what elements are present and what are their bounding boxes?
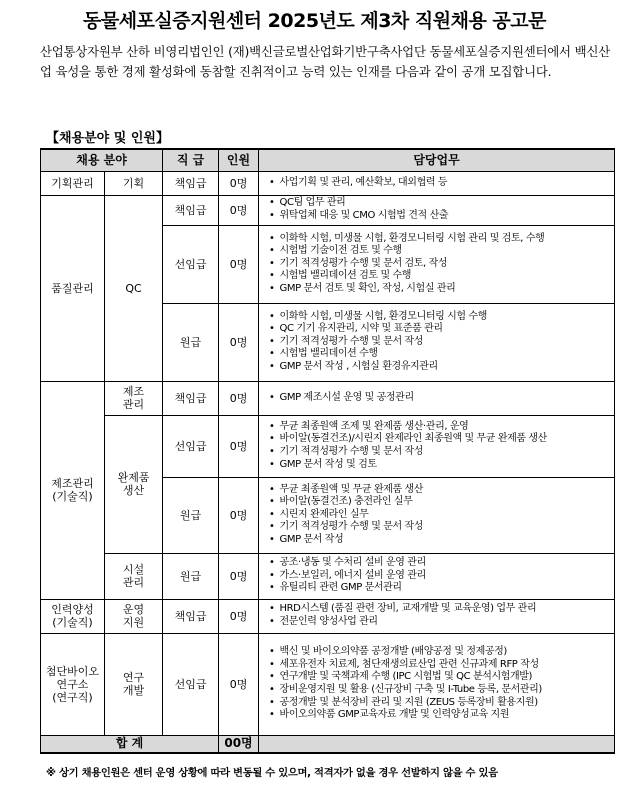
count-cell: 0명 — [219, 381, 259, 415]
table-row — [41, 171, 615, 195]
table-row — [41, 195, 615, 225]
header-grade: 직 급 — [163, 149, 219, 171]
duty-item: • 장비운영지원 및 활용 (신규장비 구축 및 I-Tube 등록, 문서관리) — [269, 684, 610, 697]
count-cell: 0명 — [219, 553, 259, 599]
duty-cell — [259, 553, 615, 599]
duty-item: • 연구개발 및 국책과제 수행 (IPC 시험법 및 QC 분석시험개발) — [269, 671, 610, 684]
duty-item: • GMP 제조시설 운영 및 공정관리 — [269, 392, 610, 405]
duty-item: • 기기 적격성평가 수행 및 문서 작성 — [269, 336, 610, 349]
duty-cell — [259, 381, 615, 415]
duty-item: • 기기 적격성평가 수행 및 문서 작성 — [269, 446, 610, 459]
grade-cell: 책임급 — [163, 171, 219, 195]
count-cell: 0명 — [219, 477, 259, 553]
duty-item: • GMP 문서 작성 및 검토 — [269, 459, 610, 472]
total-blank — [259, 735, 615, 753]
duty-item: • GMP 문서 작성 — [269, 534, 610, 547]
total-label: 합 계 — [41, 735, 219, 753]
duty-item: • GMP 문서 작성 , 시험실 환경유지관리 — [269, 361, 610, 374]
table-row — [41, 633, 615, 735]
dept-cell: 인력양성 (기술직) — [41, 599, 105, 633]
dept-cell: 첨단바이오 연구소 (연구직) — [41, 633, 105, 735]
duty-item: • 세포유전자 치료제, 첨단재생의료산업 관련 신규과제 RFP 작성 — [269, 659, 610, 672]
duty-item: • QC팀 업무 관리 — [269, 197, 610, 210]
duty-item: • 전문인력 양성사업 관리 — [269, 616, 610, 629]
duty-cell — [259, 225, 615, 303]
grade-cell: 책임급 — [163, 599, 219, 633]
table-header-row — [41, 149, 615, 171]
header-count: 인원 — [219, 149, 259, 171]
duty-item: • 공정개발 및 분석장비 관리 및 지원 (ZEUS 등록장비 활용지원) — [269, 697, 610, 710]
total-row — [41, 735, 615, 753]
section-title: 【채용분야 및 인원】 — [46, 131, 169, 146]
duty-item: • 공조·냉동 및 수처리 설비 운영 관리 — [269, 557, 610, 570]
duty-cell — [259, 599, 615, 633]
count-cell: 0명 — [219, 599, 259, 633]
recruitment-table — [40, 148, 615, 754]
duty-cell — [259, 477, 615, 553]
count-cell: 0명 — [219, 195, 259, 225]
duty-cell — [259, 171, 615, 195]
header-duty: 담당업무 — [259, 149, 615, 171]
duty-item: • 바이알(동결건조) 충전라인 실무 — [269, 496, 610, 509]
duty-cell — [259, 195, 615, 225]
count-cell: 0명 — [219, 171, 259, 195]
team-cell: 완제품 생산 — [105, 415, 163, 553]
table-row — [41, 381, 615, 415]
grade-cell: 원급 — [163, 303, 219, 381]
duty-item: • 유틸리티 관련 GMP 문서관리 — [269, 582, 610, 595]
footnote: ※ 상기 채용인원은 센터 운영 상황에 따라 변동될 수 있으며, 적격자가 없을 경우 선발하지 않을 수 있음 — [46, 767, 498, 779]
duty-item: • 시험법 기술이전 검토 및 수행 — [269, 245, 610, 258]
team-cell: 제조 관리 — [105, 381, 163, 415]
duty-item: • 무균 최종원액 및 무균 완제품 생산 — [269, 484, 610, 497]
count-cell: 0명 — [219, 415, 259, 477]
team-cell: QC — [105, 195, 163, 381]
team-cell: 연구 개발 — [105, 633, 163, 735]
duty-item: • 기기 적격성평가 수행 및 문서 검토, 작성 — [269, 258, 610, 271]
duty-item: • 바이오의약품 GMP교육자료 개발 및 인력양성교육 지원 — [269, 709, 610, 722]
total-count: 00명 — [219, 735, 259, 753]
count-cell: 0명 — [219, 633, 259, 735]
team-cell: 운영 지원 — [105, 599, 163, 633]
duty-item: • 바이알(동결건조)/시린지 완제라인 최종원액 및 무균 완제품 생산 — [269, 433, 610, 446]
team-cell: 시설 관리 — [105, 553, 163, 599]
duty-item: • 이화학 시험, 미생물 시험, 환경모니터링 시험 수행 — [269, 311, 610, 324]
dept-cell: 기획관리 — [41, 171, 105, 195]
duty-item: • 사업기획 및 관리, 예산확보, 대외협력 등 — [269, 177, 610, 190]
dept-cell: 제조관리 (기술직) — [41, 381, 105, 599]
dept-cell: 품질관리 — [41, 195, 105, 381]
duty-cell — [259, 633, 615, 735]
table-row — [41, 415, 615, 477]
duty-item: • HRD시스템 (품질 관련 장비, 교재개발 및 교육운영) 업무 관리 — [269, 603, 610, 616]
grade-cell: 책임급 — [163, 381, 219, 415]
duty-cell — [259, 303, 615, 381]
page-title: 동물세포실증지원센터 2025년도 제3차 직원채용 공고문 — [83, 10, 546, 32]
header-field: 채용 분야 — [41, 149, 163, 171]
duty-item: • 무균 최종원액 조제 및 완제품 생산·관리, 운영 — [269, 421, 610, 434]
duty-item: • 위탁업체 대응 및 CMO 시험법 견적 산출 — [269, 210, 610, 223]
duty-cell — [259, 415, 615, 477]
grade-cell: 원급 — [163, 553, 219, 599]
count-cell: 0명 — [219, 303, 259, 381]
duty-item: • 가스·보일러, 에너지 설비 운영 관리 — [269, 570, 610, 583]
grade-cell: 선임급 — [163, 633, 219, 735]
team-cell: 기획 — [105, 171, 163, 195]
intro-paragraph: 산업통상자원부 산하 비영리법인인 (재)백신글로벌산업화기반구축사업단 동물세포실증지원센터에서 백신산업 육성을 통한 경제 활성화에 동참할 진취적이고 능력 있는 인재를 다음과 같이 공개 모집합니다. — [40, 44, 610, 79]
grade-cell: 책임급 — [163, 195, 219, 225]
duty-item: • 시린지 완제라인 실무 — [269, 509, 610, 522]
table-row — [41, 599, 615, 633]
duty-item: • 이화학 시험, 미생물 시험, 환경모니터링 시험 관리 및 검토, 수행 — [269, 233, 610, 246]
duty-item: • QC 기기 유지관리, 시약 및 표준품 관리 — [269, 323, 610, 336]
table-row — [41, 553, 615, 599]
duty-item: • 시험법 밸리데이션 검토 및 수행 — [269, 270, 610, 283]
grade-cell: 원급 — [163, 477, 219, 553]
count-cell: 0명 — [219, 225, 259, 303]
grade-cell: 선임급 — [163, 415, 219, 477]
duty-item: • GMP 문서 검토 및 확인, 작성, 시험실 관리 — [269, 283, 610, 296]
duty-item: • 기기 적격성평가 수행 및 문서 작성 — [269, 521, 610, 534]
grade-cell: 선임급 — [163, 225, 219, 303]
duty-item: • 백신 및 바이오의약품 공정개발 (배양공정 및 정제공정) — [269, 646, 610, 659]
duty-item: • 시험법 밸리데이션 수행 — [269, 348, 610, 361]
